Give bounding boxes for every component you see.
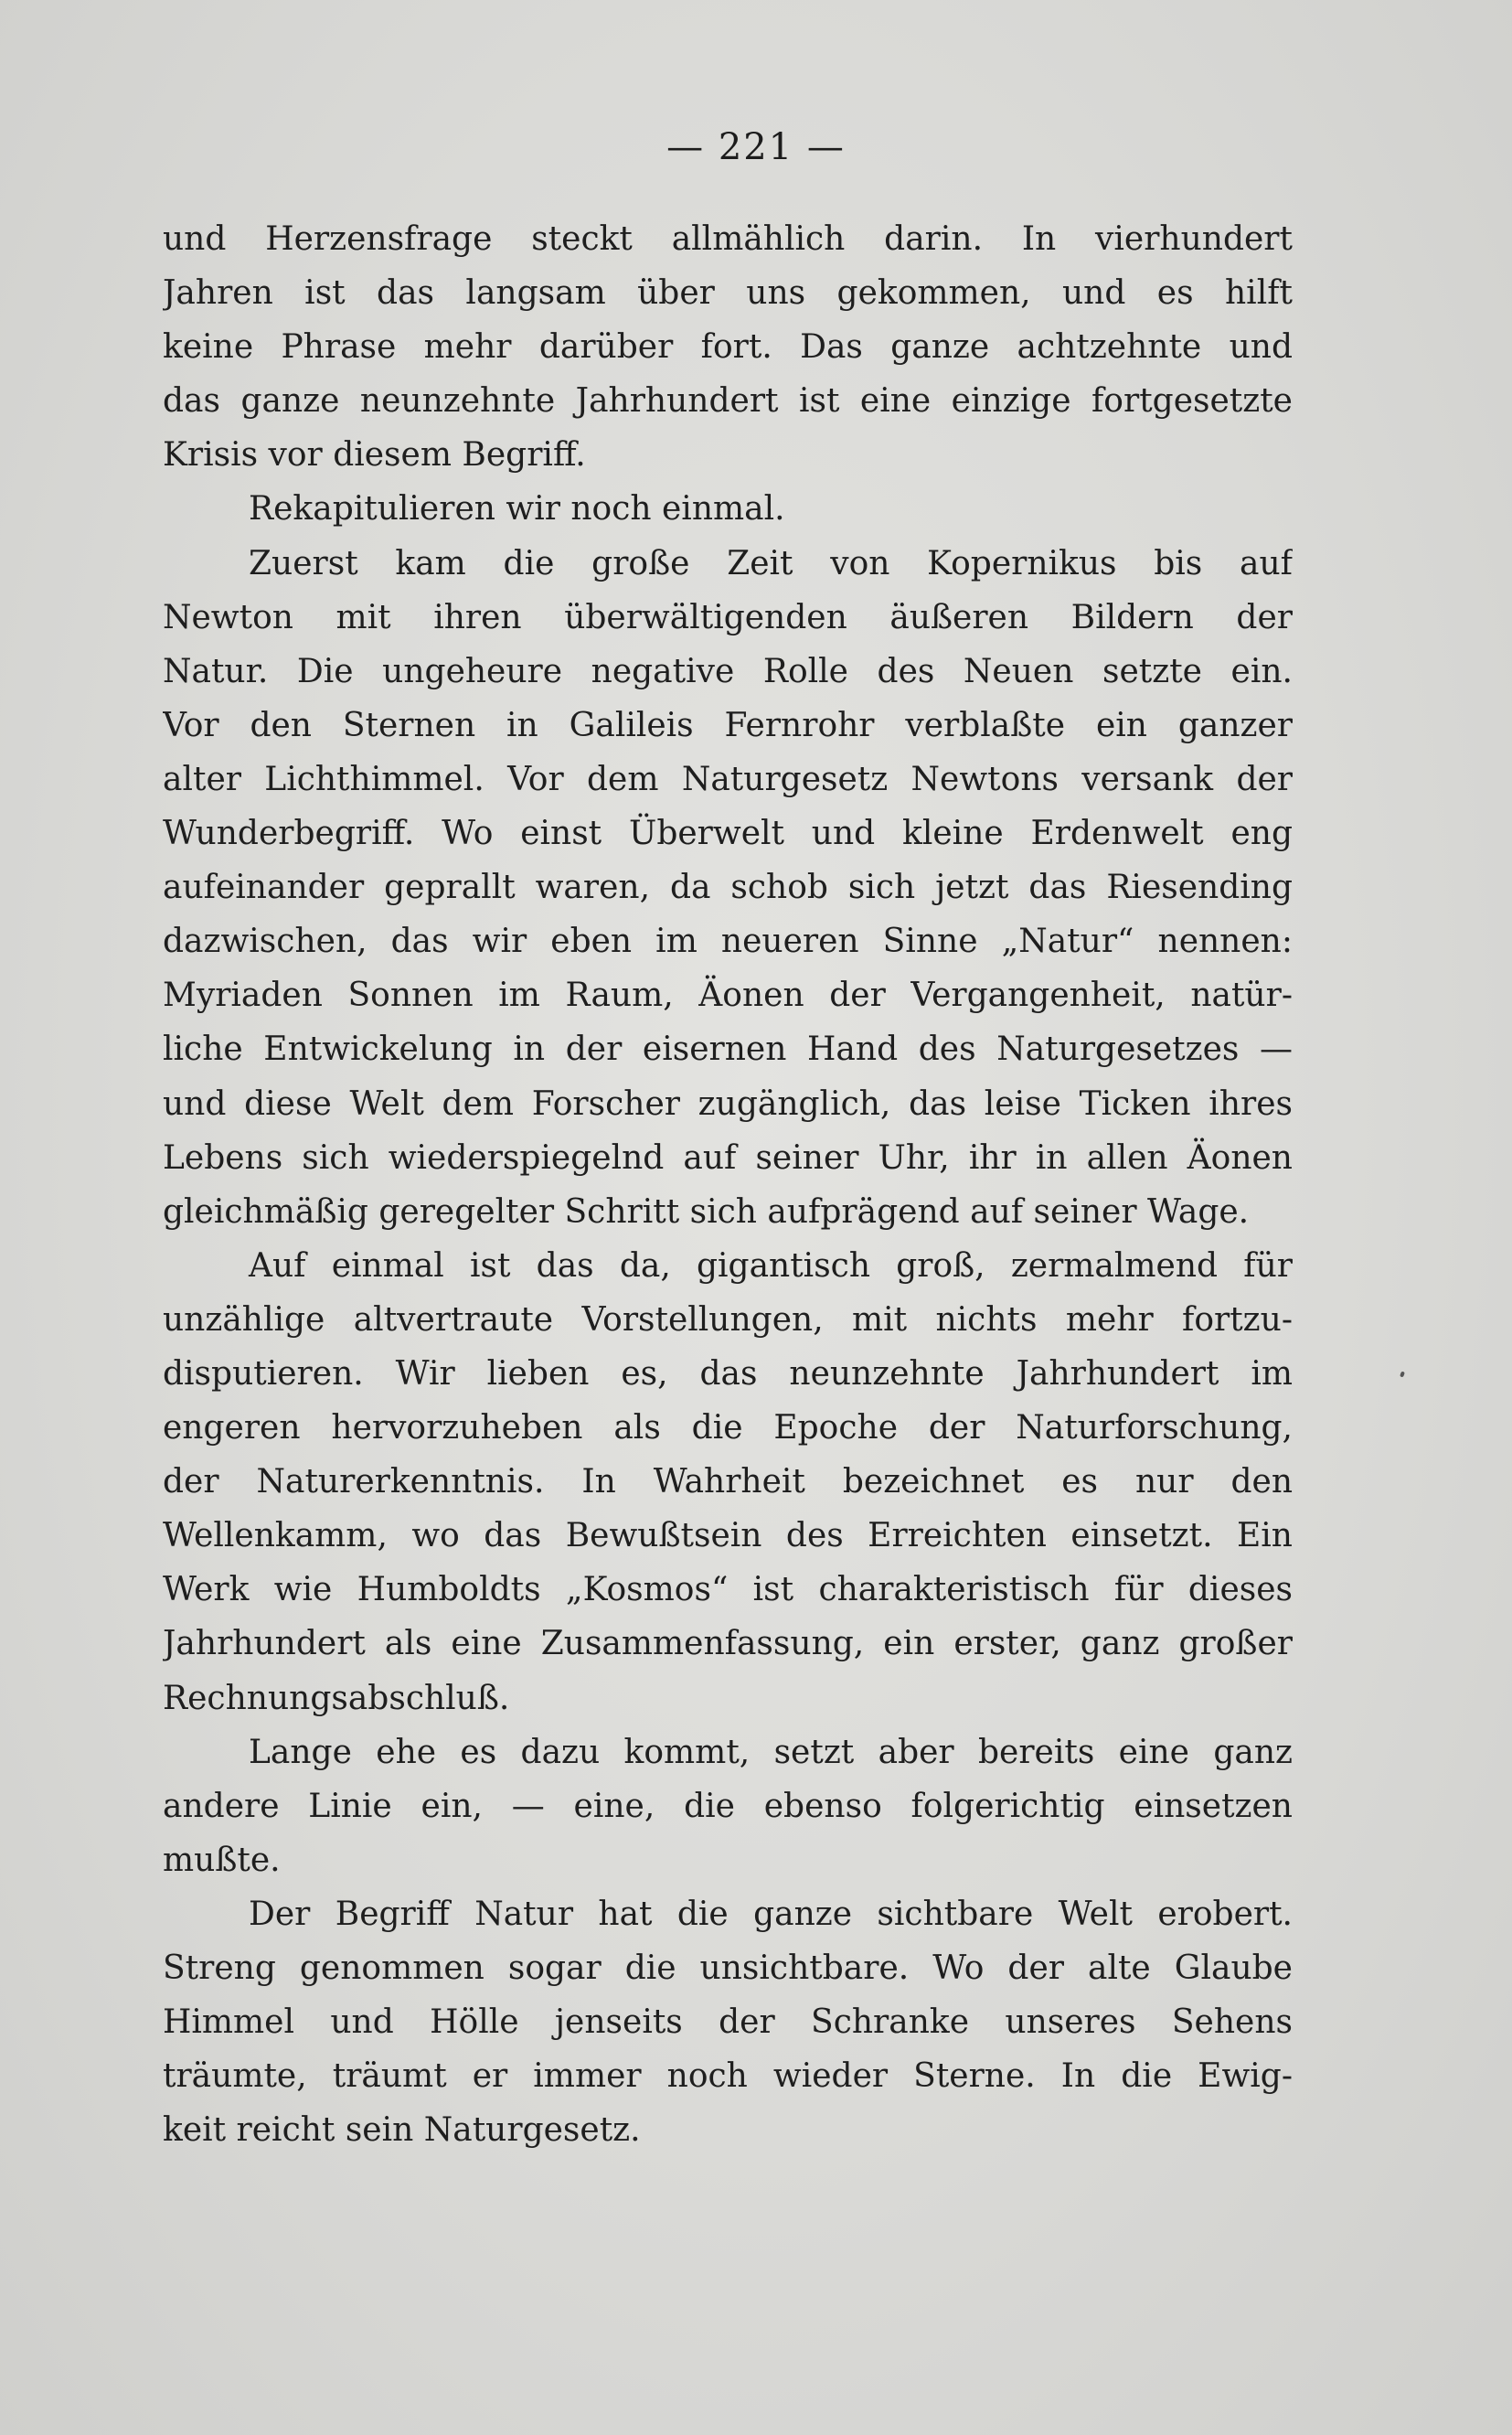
text-line: Natur. Die ungeheure negative Rolle des Neuen setzte ein. <box>163 652 1293 690</box>
text-line: Zuerst kam die große Zeit von Kopernikus bis auf <box>249 544 1293 582</box>
text-line: Der Begriff Natur hat die ganze sichtbare Welt erobert. <box>249 1895 1293 1933</box>
text-line: Wunderbegriff. Wo einst Überwelt und kleine Erdenwelt eng <box>163 815 1293 853</box>
text-line: Newton mit ihren überwältigenden äußeren Bildern der <box>163 598 1293 636</box>
page-number: — 221 — <box>666 126 846 168</box>
text-line: Lebens sich wiederspiegelnd auf seiner Uhr, ihr in allen Äonen <box>163 1138 1293 1177</box>
text-line: Vor den Sternen in Galileis Fernrohr verblaßte ein ganzer <box>163 706 1293 744</box>
body-text <box>163 212 1293 2157</box>
text-line: das ganze neunzehnte Jahrhundert ist eine einzige fortgesetzte <box>163 382 1293 421</box>
text-line: andere Linie ein, — eine, die ebenso folgerichtig einsetzen <box>163 1787 1293 1825</box>
text-line: Lange ehe es dazu kommt, setzt aber bereits eine ganz <box>249 1733 1293 1771</box>
ink-speck <box>1400 1371 1405 1377</box>
text-line: und diese Welt dem Forscher zugänglich, das leise Ticken ihres <box>163 1084 1293 1123</box>
text-line: keine Phrase mehr darüber fort. Das ganze achtzehnte und <box>163 328 1293 367</box>
text-line: Jahren ist das langsam über uns gekommen, und es hilft <box>163 274 1293 313</box>
text-line: und Herzensfrage steckt allmählich darin. In vierhundert <box>163 220 1293 258</box>
text-line: mußte. <box>163 1841 281 1879</box>
text-line: Myriaden Sonnen im Raum, Äonen der Vergangenheit, natür- <box>163 977 1293 1015</box>
text-line: alter Lichthimmel. Vor dem Naturgesetz Newtons versank der <box>163 760 1293 798</box>
text-line: Rechnungsabschluß. <box>163 1679 510 1717</box>
text-line: aufeinander geprallt waren, da schob sich jetzt das Riesending <box>163 869 1293 907</box>
text-line: der Naturerkenntnis. In Wahrheit bezeichnet es nur den <box>163 1463 1293 1501</box>
text-line: unzählige altvertraute Vorstellungen, mit nichts mehr fortzu- <box>163 1300 1293 1339</box>
text-line: Auf einmal ist das da, gigantisch groß, zermalmend für <box>249 1246 1293 1285</box>
text-line: dazwischen, das wir eben im neueren Sinne „Natur“ nennen: <box>163 923 1293 961</box>
text-line: keit reicht sein Naturgesetz. <box>163 2111 641 2150</box>
text-line: engeren hervorzuheben als die Epoche der Naturforschung, <box>163 1409 1293 1447</box>
text-line: Wellenkamm, wo das Bewußtsein des Erreichten einsetzt. Ein <box>163 1517 1293 1555</box>
text-line: liche Entwickelung in der eisernen Hand des Naturgesetzes — <box>163 1031 1293 1069</box>
text-line: Werk wie Humboldts „Kosmos“ ist charakteristisch für dieses <box>163 1571 1293 1609</box>
text-line: Rekapitulieren wir noch einmal. <box>249 490 785 529</box>
text-line: träumte, träumt er immer noch wieder Sterne. In die Ewig- <box>163 2057 1293 2096</box>
text-line: Streng genommen sogar die unsichtbare. Wo der alte Glaube <box>163 1949 1293 1987</box>
text-line: Jahrhundert als eine Zusammenfassung, ein erster, ganz großer <box>163 1625 1293 1663</box>
text-line: Krisis vor diesem Begriff. <box>163 436 586 475</box>
text-line: gleichmäßig geregelter Schritt sich aufprägend auf seiner Wage. <box>163 1192 1250 1231</box>
text-line: disputieren. Wir lieben es, das neunzehnte Jahrhundert im <box>163 1354 1293 1393</box>
text-line: Himmel und Hölle jenseits der Schranke unseres Sehens <box>163 2003 1293 2042</box>
